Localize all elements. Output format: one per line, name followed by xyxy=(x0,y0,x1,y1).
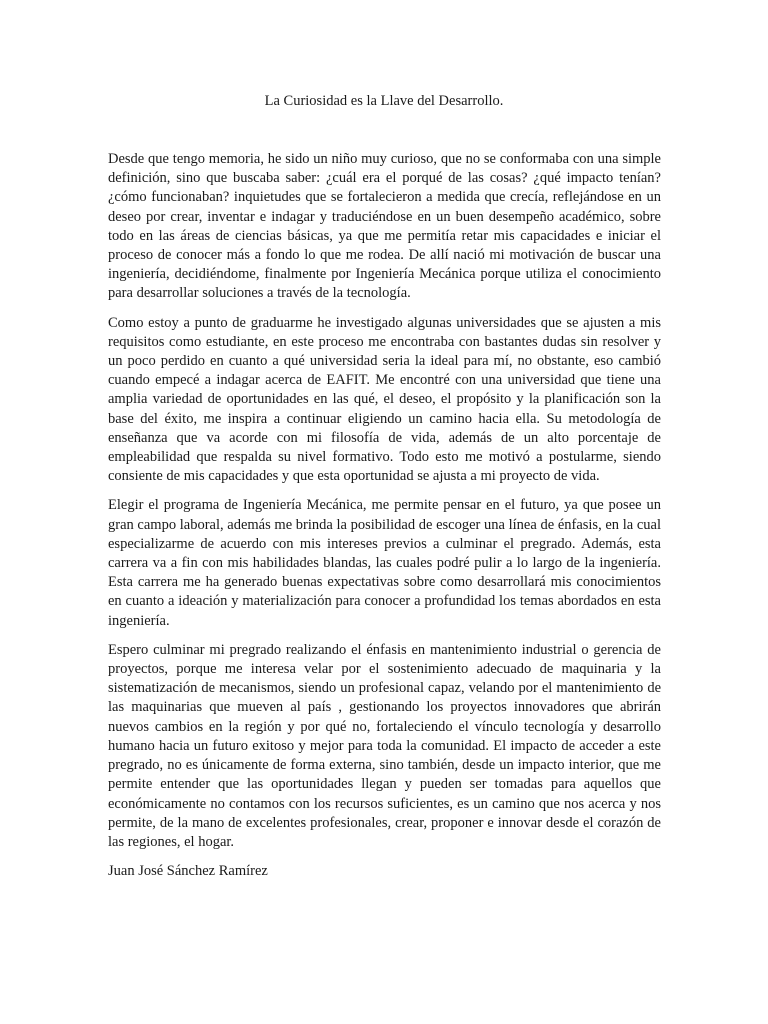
paragraph-1: Desde que tengo memoria, he sido un niño muy curioso, que no se conformaba con una simple definición, sino que buscaba saber: ¿cuál era el porqué de las cosas? ¿qué impacto tenían? ¿cómo funcionaban? inquietudes que se fortalecieron a medida que crecía, reflejándose en un deseo por crear, inventar e indagar y traduciéndose en un buen desempeño académico, sobre todo en las áreas de ciencias básicas, ya que me permitía retar mis capacidades e iniciar el proceso de conocer más a fondo lo que me rodea. De allí nació mi motivación de buscar una ingeniería, decidiéndome, finalmente por Ingeniería Mecánica porque utiliza el conocimiento para desarrollar soluciones a través de la tecnología. xyxy=(108,151,661,302)
signature: Juan José Sánchez Ramírez xyxy=(108,863,268,880)
paragraph-2: Como estoy a punto de graduarme he investigado algunas universidades que se ajusten a mis requisitos como estudiante, en este proceso me encontraba con bastantes dudas sin resolver y un poco perdido en cuanto a qué universidad seria la ideal para mí, no obstante, eso cambió cuando empecé a indagar acerca de EAFIT. Me encontré con una universidad que tiene una amplia variedad de oportunidades en las qué, el deseo, el propósito y la planificación son la base del éxito, me inspira a continuar eligiendo un camino hacia ella. Su metodología de enseñanza que va acorde con mi filosofía de vida, además de un alto porcentaje de empleabilidad que respalda su nivel formativo. Todo esto me motivó a postularme, siendo consiente de mis capacidades y que esta oportunidad se ajusta a mi proyecto de vida. xyxy=(108,314,661,485)
document-body xyxy=(108,150,661,891)
paragraph-4: Espero culminar mi pregrado realizando el énfasis en mantenimiento industrial o gerencia de proyectos, porque me interesa velar por el sostenimiento adecuado de maquinaria y la sistematización de mecanismos, siendo un profesional capaz, velando por el mantenimiento de las maquinarias que mueven al país , gestionando los proyectos innovadores que abrirán nuevos cambios en la región y por qué no, fortaleciendo el vínculo tecnología y desarrollo humano hacia un futuro exitoso y mejor para toda la comunidad. El impacto de acceder a este pregrado, no es únicamente de forma externa, sino también, desde un impacto interior, que me permite entender que las oportunidades llegan y pueden ser tomadas para aquellos que económicamente no contamos con los recursos suficientes, es un camino que nos acerca y nos permite, de la mano de excelentes profesionales, crear, proponer e innovar desde el corazón de las regiones, el hogar. xyxy=(108,641,661,850)
document-title: La Curiosidad es la Llave del Desarrollo. xyxy=(264,93,504,109)
paragraph-3: Elegir el programa de Ingeniería Mecánica, me permite pensar en el futuro, ya que posee un gran campo laboral, además me brinda la posibilidad de escoger una línea de énfasis, en la cual especializarme de acuerdo con mis intereses previos a culminar el pregrado. Además, esta carrera va a fin con mis habilidades blandas, las cuales podré pulir a lo largo de la ingeniería. Esta carrera me ha generado buenas expectativas sobre como desarrollará mis conocimientos en cuanto a ideación y materialización para conocer a profundidad los temas abordados en esta ingeniería. xyxy=(108,497,661,629)
